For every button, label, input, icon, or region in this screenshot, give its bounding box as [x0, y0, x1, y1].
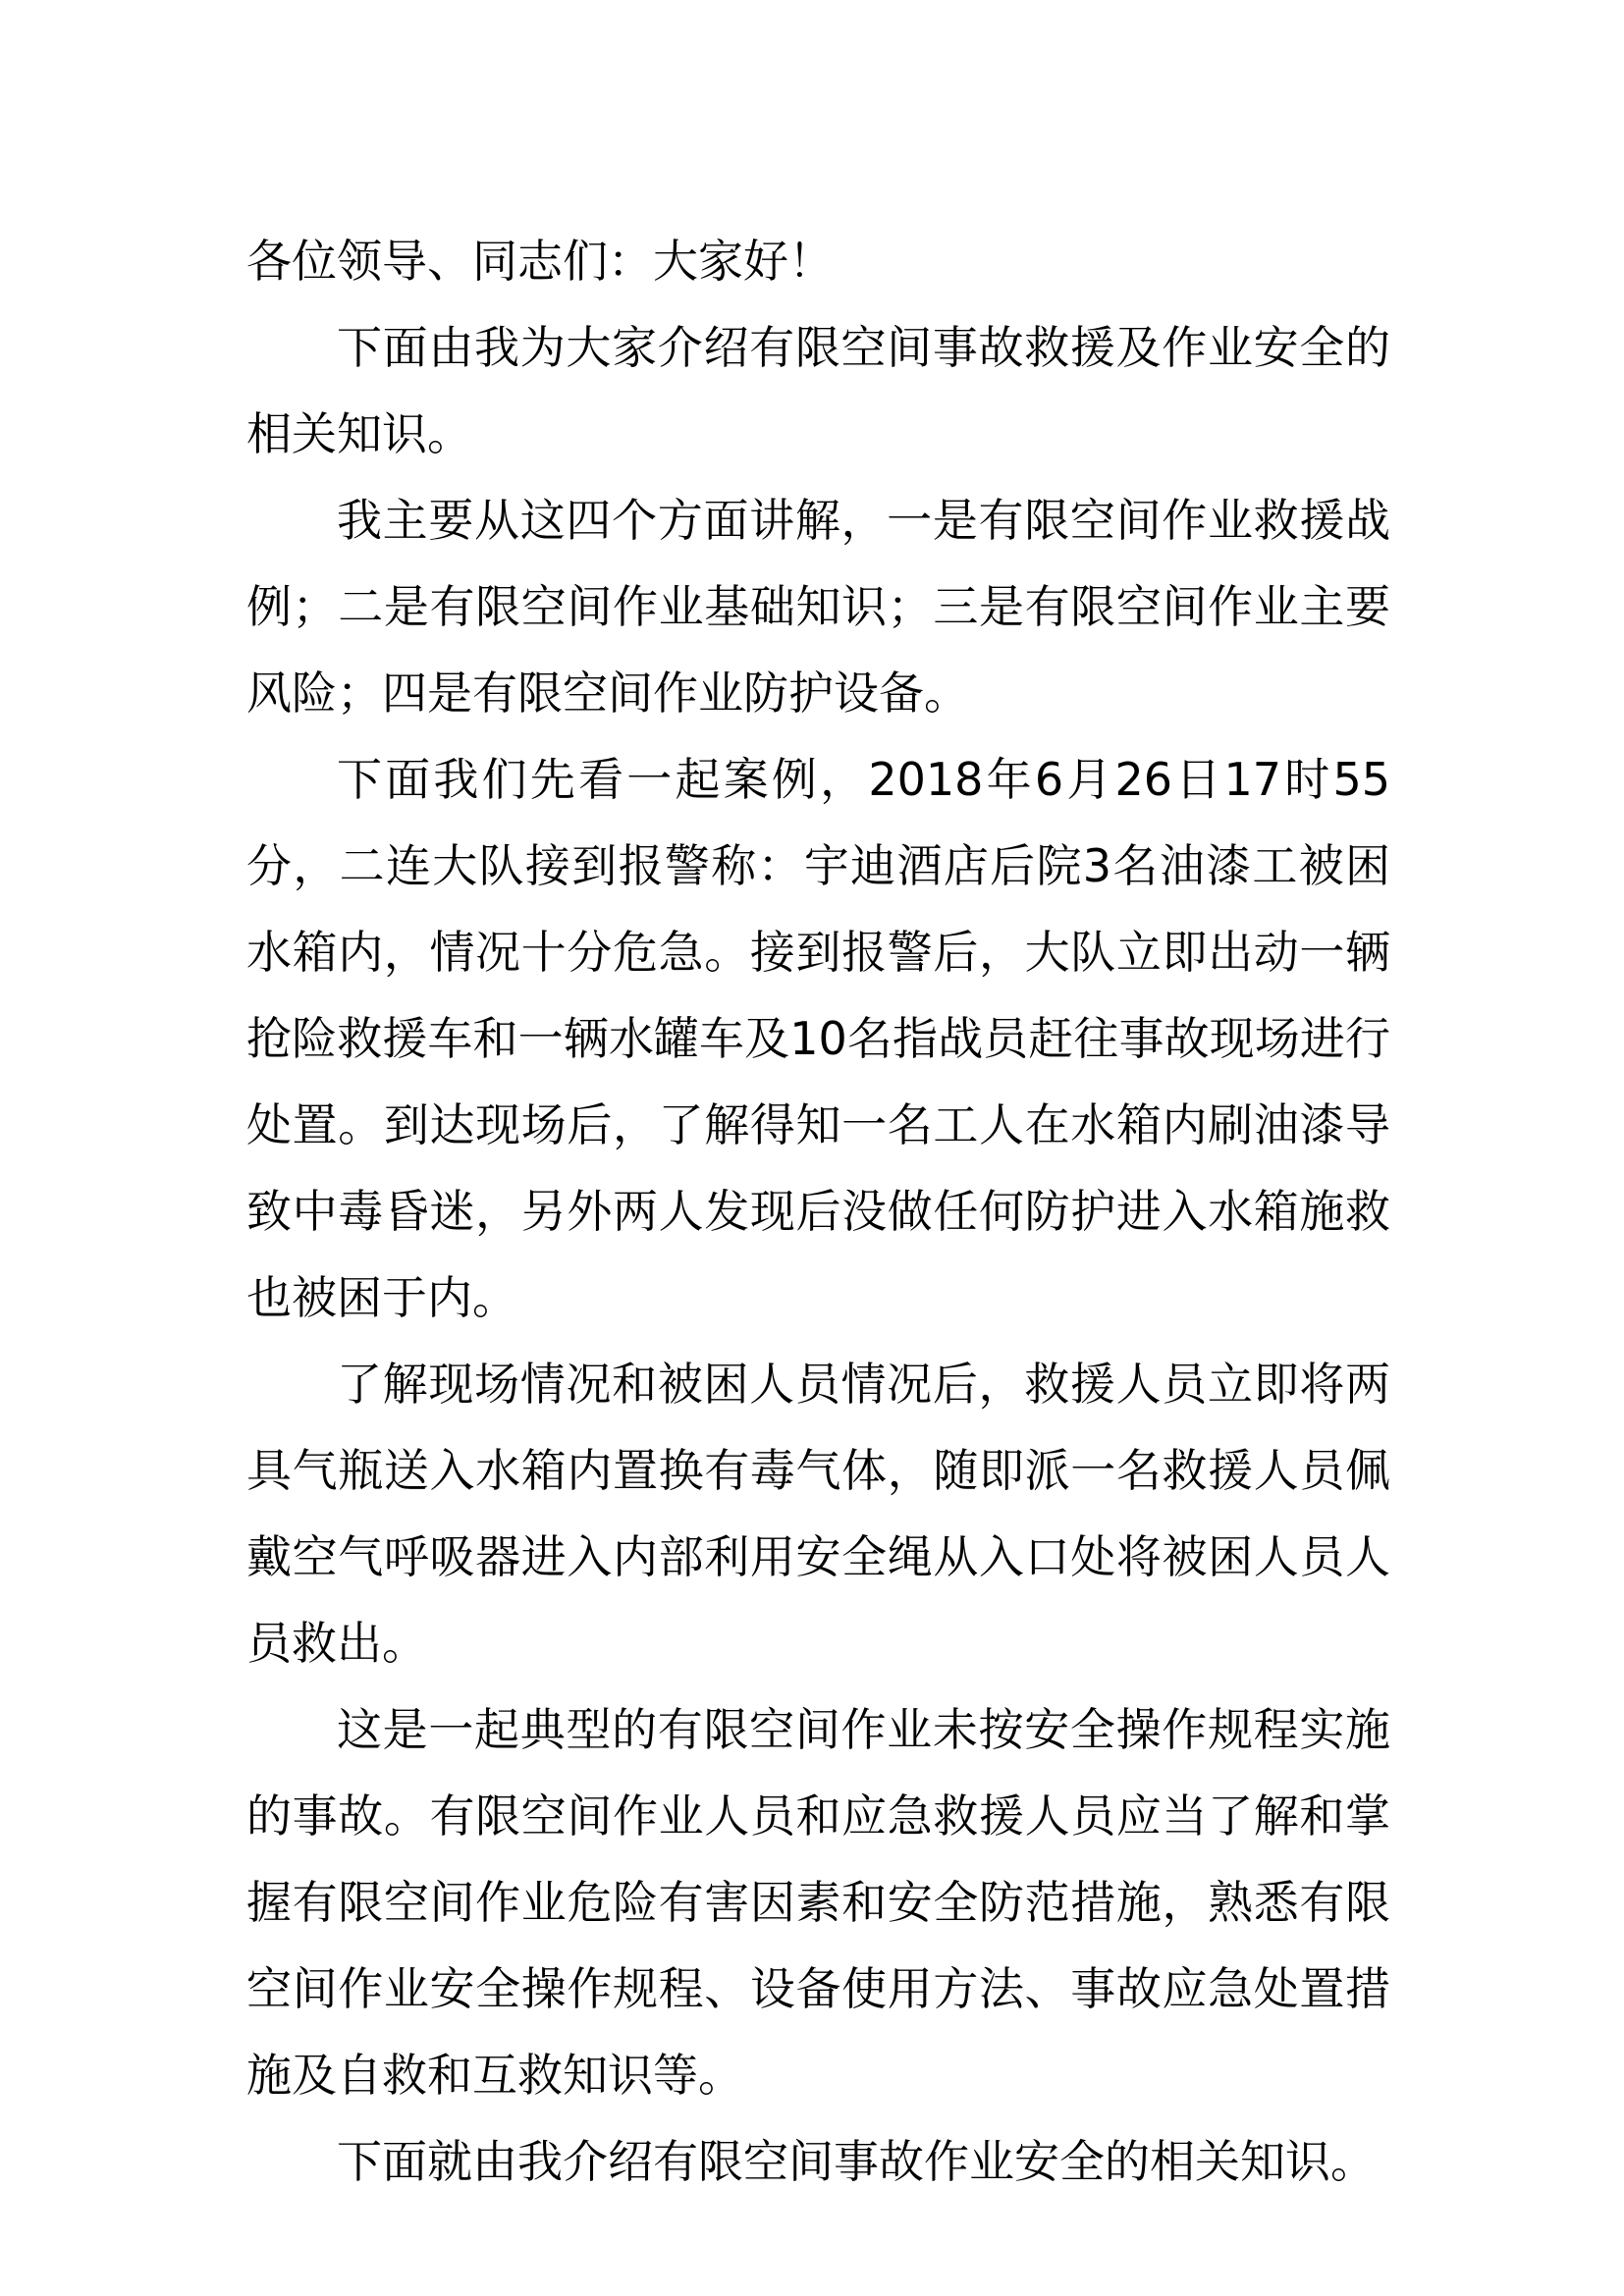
greeting-paragraph: 各位领导、同志们：大家好！ — [246, 235, 834, 288]
intro-paragraph: 下面由我为大家介绍有限空间事故救援及作业安全的相关知识。 — [246, 321, 1390, 460]
case-paragraph: 下面我们先看一起案例，2018年6月26日17时55分，二连大队接到报警称：宇迪酒店后院3名油漆工被困水箱内，情况十分危急。接到报警后，大队立即出动一辆抢险救援车和一辆水罐车及10名指战员赶往事故现场进行处置。到达现场后，了解得知一名工人在水箱内刷油漆导致中毒昏迷，另外两人发现后没做任何防护进入水箱施救也被困于内。 — [246, 753, 1390, 1324]
rescue-paragraph: 了解现场情况和被困人员情况后，救援人员立即将两具气瓶送入水箱内置换有毒气体，随即派一名救援人员佩戴空气呼吸器进入内部利用安全绳从入口处将被困人员人员救出。 — [246, 1358, 1390, 1670]
outline-paragraph: 我主要从这四个方面讲解，一是有限空间作业救援战例；二是有限空间作业基础知识；三是有限空间作业主要风险；四是有限空间作业防护设备。 — [246, 494, 1390, 720]
analysis-paragraph: 这是一起典型的有限空间作业未按安全操作规程实施的事故。有限空间作业人员和应急救援人员应当了解和掌握有限空间作业危险有害因素和安全防范措施，熟悉有限空间作业安全操作规程、设备使用方法、事故应急处置措施及自救和互救知识等。 — [246, 1703, 1390, 2102]
closing-paragraph: 下面就由我介绍有限空间事故作业安全的相关知识。 — [337, 2135, 1376, 2188]
speech-text — [246, 218, 1390, 2205]
